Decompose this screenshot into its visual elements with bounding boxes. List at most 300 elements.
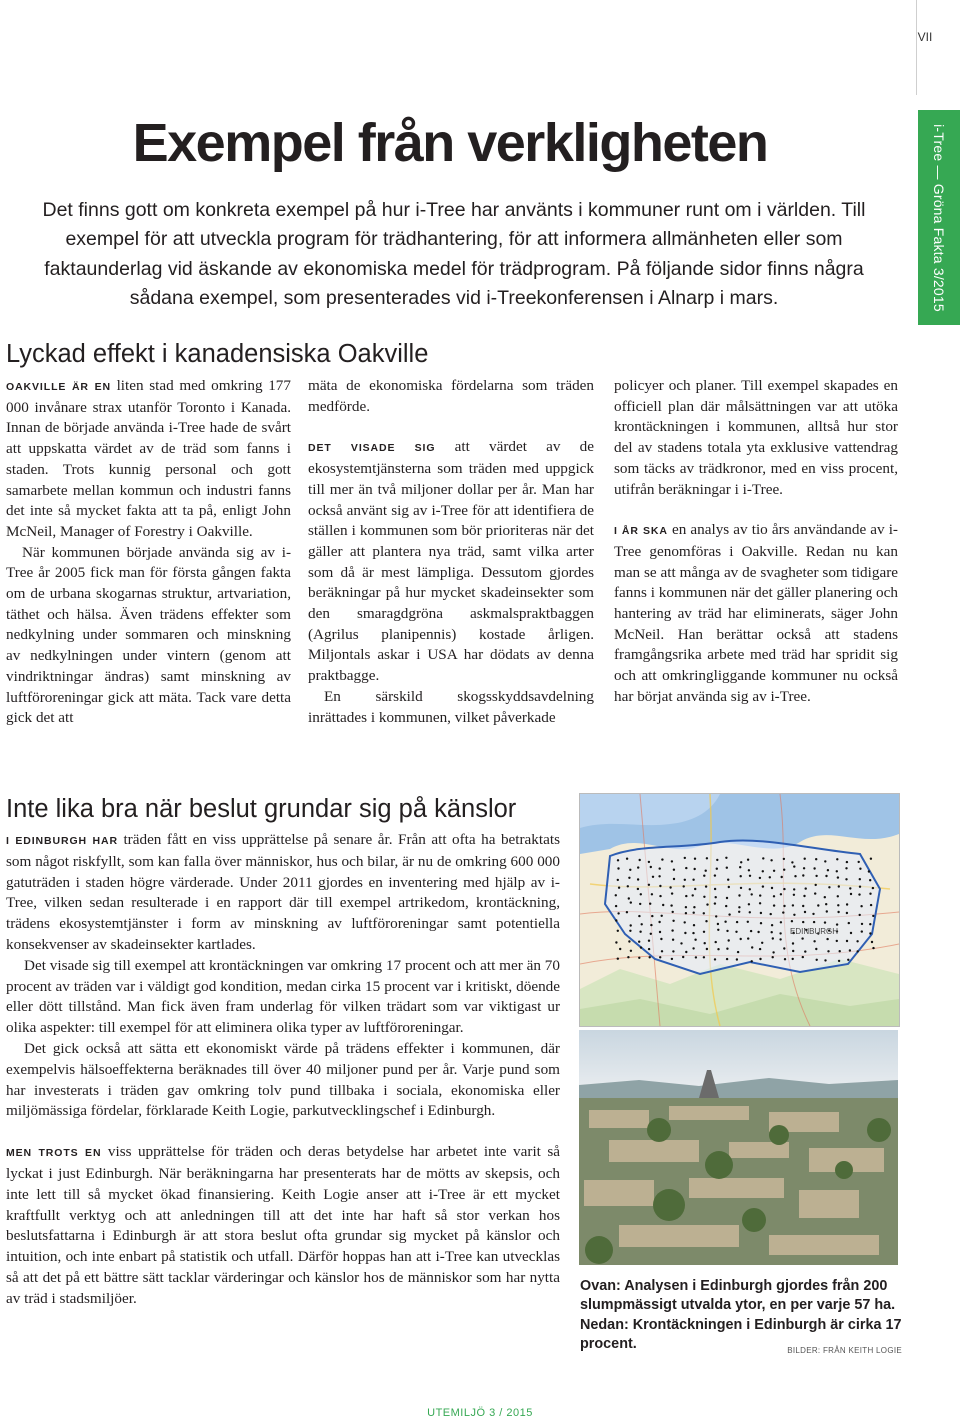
sample-plot-dot: [685, 867, 687, 869]
sample-plot-dot: [685, 951, 687, 953]
sample-plot-dot: [672, 920, 674, 922]
sample-plot-dot: [816, 959, 818, 961]
sample-plot-dot: [692, 932, 694, 934]
sample-plot-dot: [694, 868, 696, 870]
sample-plot-dot: [749, 888, 751, 890]
sample-plot-dot: [782, 911, 784, 913]
sample-plot-dot: [692, 879, 694, 881]
sample-plot-dot: [651, 893, 653, 895]
sample-plot-dot: [846, 861, 848, 863]
sample-plot-dot: [615, 941, 617, 943]
sample-plot-dot: [836, 870, 838, 872]
sample-plot-dot: [826, 938, 828, 940]
sample-plot-dot: [669, 886, 671, 888]
sample-plot-dot: [737, 951, 739, 953]
sample-plot-dot: [725, 857, 727, 859]
sample-plot-dot: [652, 876, 654, 878]
sample-plot-dot: [617, 859, 619, 861]
sample-plot-dot: [671, 958, 673, 960]
sample-plot-dot: [684, 932, 686, 934]
sample-plot-dot: [617, 912, 619, 914]
sample-plot-dot: [859, 878, 861, 880]
sample-plot-dot: [650, 866, 652, 868]
sample-plot-dot: [838, 885, 840, 887]
sample-plot-dot: [837, 911, 839, 913]
sample-plot-dot: [792, 942, 794, 944]
sample-plot-dot: [804, 911, 806, 913]
sample-plot-dot: [747, 859, 749, 861]
sample-plot-dot: [815, 875, 817, 877]
page-number: VII: [917, 30, 933, 44]
sample-plot-dot: [694, 858, 696, 860]
map-illustration: [580, 794, 899, 1026]
sample-plot-dot: [716, 859, 718, 861]
sample-plot-dot: [703, 896, 705, 898]
sample-plot-dot: [738, 911, 740, 913]
sample-plot-dot: [813, 867, 815, 869]
sample-plot-dot: [726, 930, 728, 932]
sample-plot-dot: [771, 931, 773, 933]
sample-plot-dot: [692, 894, 694, 896]
sample-plot-dot: [869, 923, 871, 925]
sample-plot-dot: [792, 958, 794, 960]
sample-plot-dot: [849, 949, 851, 951]
sample-plot-dot: [638, 915, 640, 917]
sample-plot-dot: [735, 931, 737, 933]
sample-plot-dot: [827, 869, 829, 871]
edinburgh-map-image: [579, 793, 900, 1027]
sample-plot-dot: [650, 924, 652, 926]
sample-plot-dot: [693, 924, 695, 926]
sample-plot-dot: [685, 906, 687, 908]
sample-plot-dot: [726, 897, 728, 899]
sample-plot-dot: [780, 893, 782, 895]
sample-plot-dot: [824, 860, 826, 862]
paragraph: policyer och planer. Till exempel skapades en officiell plan där målsättningen var att utöka krontäckningen i kommunen, alltså hur stor del av stadens totala yta exklusive vattendrag som täcks av trädkronor, med en viss procent, utifrån beräkningar i i-Tree.: [614, 377, 898, 498]
sample-plot-dot: [825, 875, 827, 877]
sample-plot-dot: [779, 938, 781, 940]
page-rule: [916, 0, 917, 95]
sample-plot-dot: [814, 892, 816, 894]
sample-plot-dot: [781, 876, 783, 878]
sample-plot-dot: [783, 888, 785, 890]
sample-plot-dot: [703, 956, 705, 958]
sample-plot-dot: [762, 885, 764, 887]
sample-plot-dot: [762, 870, 764, 872]
sample-plot-dot: [628, 940, 630, 942]
sample-plot-dot: [748, 903, 750, 905]
sample-plot-dot: [706, 948, 708, 950]
sample-plot-dot: [671, 860, 673, 862]
side-tab: [918, 110, 960, 325]
paragraph: När kommunen började använda sig av i-Tree år 2005 fick man för första gången fakta om de urbana skogarnas struktur, artvariation, täthet och hälsa. Även trädens effekter som nedkylning under sommaren och minskning av nedkylningen under vintern (genom att vindriktningar ändras) samt minskning av luftföroreningar gick att mäta. Tack vare detta gick det att: [6, 543, 291, 727]
sample-plot-dot: [784, 958, 786, 960]
sample-plot-dot: [759, 958, 761, 960]
side-tab-label: i-Tree — Gröna Fakta 3/2015: [931, 123, 947, 312]
sample-plot-dot: [660, 938, 662, 940]
sample-plot-dot: [715, 941, 717, 943]
paragraph: Det visade sig till exempel att krontäckningen var omkring 17 procent och att mer än 70 procent av träden var i väldigt god kondition, medan cirka 15 procent var i kritiskt, döende eller dött tillstånd. Man fick även fram underlag för vilken trädart som var viktigast ur olika aspekter: till exempel för att eliminera olika typer av luftföroreningar.: [6, 956, 560, 1037]
oakville-column-2: [308, 376, 594, 728]
sample-plot-dot: [629, 869, 631, 871]
sample-plot-dot: [740, 887, 742, 889]
sample-plot-dot: [628, 877, 630, 879]
sample-plot-dot: [703, 912, 705, 914]
sample-plot-dot: [650, 933, 652, 935]
sample-plot-dot: [824, 896, 826, 898]
sample-plot-dot: [760, 912, 762, 914]
paragraph: viss upprättelse för träden och deras betydelse har arbetet inte varit så lyckat i just Edinburgh. När beräkningarna har presenterats har de mötts av skepsis, och inte lett till så mycket ökad finansiering. Keith Logie anser att i-Tree är ett mycket kraftfullt verktyg och att anledningen till att det inte har haft så stor verkan hos beslutsfattarna i Edinburgh är att stora beslut ofta grundar sig mycket på känslor och intuition, och inte enbart på statistik och utfall. Därför hoppas han att i-Tree kan utvecklas så att det på ett bättre sätt tacklar värderingar och känslor hos de människor som har nytta av träd i stadsmiljöer.: [6, 1143, 560, 1307]
sample-plot-dot: [714, 958, 716, 960]
sample-plot-dot: [856, 940, 858, 942]
sample-plot-dot: [857, 950, 859, 952]
sample-plot-dot: [859, 886, 861, 888]
paragraph: en analys av tio års användande av i-Tree genomföras i Oakville. Redan nu kan man se att många av de svagheter som tidigare fanns i kommunen när det gäller planering och hantering av träd har eliminerats, säger John McNeil. Han berättar också att stadens framgångsrika arbete med träd har spridit sig och att omkringliggande kommuner nu också har börjat använda sig av i-Tree.: [614, 521, 898, 705]
sample-plot-dot: [813, 921, 815, 923]
oakville-column-3: [614, 376, 898, 708]
sample-plot-dot: [703, 931, 705, 933]
sample-plot-dot: [747, 937, 749, 939]
sample-plot-dot: [861, 930, 863, 932]
sample-plot-dot: [639, 931, 641, 933]
sample-plot-dot: [661, 858, 663, 860]
sample-plot-dot: [849, 887, 851, 889]
lead-in: MEN TROTS EN: [6, 1147, 102, 1160]
sample-plot-dot: [714, 888, 716, 890]
sample-plot-dot: [868, 870, 870, 872]
map-city-label: EDINBURGH: [790, 927, 839, 936]
sample-plot-dot: [802, 921, 804, 923]
sample-plot-dot: [794, 875, 796, 877]
sample-plot-dot: [869, 879, 871, 881]
sample-plot-dot: [704, 942, 706, 944]
sample-plot-dot: [859, 868, 861, 870]
sample-plot-dot: [771, 924, 773, 926]
sample-plot-dot: [615, 919, 617, 921]
sample-plot-dot: [751, 893, 753, 895]
sample-plot-dot: [672, 939, 674, 941]
oakville-column-1: [6, 376, 291, 729]
sample-plot-dot: [770, 913, 772, 915]
sample-plot-dot: [673, 878, 675, 880]
sample-plot-dot: [618, 887, 620, 889]
sample-plot-dot: [638, 941, 640, 943]
sample-plot-dot: [779, 932, 781, 934]
sample-plot-dot: [725, 905, 727, 907]
sample-plot-dot: [869, 893, 871, 895]
sample-plot-dot: [682, 956, 684, 958]
sample-plot-dot: [802, 905, 804, 907]
intro-text: Det finns gott om konkreta exempel på hur i-Tree har använts i kommuner runt om i världen. Till exempel för att utveckla program för trädhantering, för att informera allmänheten eller som faktaunderlag vid äskande av ekonomiska medel för trädprogram. På följande sidor finns några sådana exempel, som presenterades vid i-Treekonferensen i Alnarp i mars.: [42, 199, 866, 309]
sample-plot-dot: [627, 956, 629, 958]
sample-plot-dot: [780, 921, 782, 923]
sample-plot-dot: [659, 931, 661, 933]
sample-plot-dot: [861, 923, 863, 925]
sample-plot-dot: [773, 904, 775, 906]
sample-plot-dot: [683, 885, 685, 887]
sample-plot-dot: [705, 920, 707, 922]
sample-plot-dot: [791, 861, 793, 863]
sample-plot-dot: [672, 950, 674, 952]
sample-plot-dot: [827, 950, 829, 952]
sample-plot-dot: [629, 930, 631, 932]
sample-plot-dot: [783, 905, 785, 907]
sample-plot-dot: [815, 948, 817, 950]
sample-plot-dot: [858, 861, 860, 863]
sample-plot-dot: [659, 885, 661, 887]
lead-in: DET VISADE SIG: [308, 442, 436, 455]
sample-plot-dot: [659, 895, 661, 897]
sample-plot-dot: [783, 869, 785, 871]
sample-plot-dot: [684, 857, 686, 859]
sample-plot-dot: [626, 911, 628, 913]
sample-plot-dot: [770, 859, 772, 861]
sample-plot-dot: [869, 932, 871, 934]
sample-plot-dot: [762, 857, 764, 859]
sample-plot-dot: [757, 931, 759, 933]
sample-plot-dot: [759, 948, 761, 950]
sample-plot-dot: [871, 941, 873, 943]
sample-plot-dot: [792, 904, 794, 906]
sample-plot-dot: [850, 932, 852, 934]
sample-plot-dot: [670, 904, 672, 906]
sample-plot-dot: [648, 884, 650, 886]
section-edinburgh-heading: Inte lika bra när beslut grundar sig på känslor: [6, 795, 517, 823]
sample-plot-dot: [684, 921, 686, 923]
sample-plot-dot: [714, 874, 716, 876]
paragraph: Det gick också att sätta ett ekonomiskt värde på trädens effekter i kommunen, där exempelvis hälsoeffekterna beräknades till över 40 miljoner pund per år. Varje pund som har investerats i träden gav omkring tolv pund tillbaka i sociala, ekonomiska eller miljömässiga fördelar, förklarade Keith Logie, parkutvecklingschef i Edinburgh.: [6, 1039, 560, 1120]
sample-plot-dot: [872, 947, 874, 949]
sample-plot-dot: [872, 887, 874, 889]
sample-plot-dot: [717, 929, 719, 931]
sample-plot-dot: [772, 951, 774, 953]
sample-plot-dot: [736, 958, 738, 960]
sample-plot-dot: [684, 879, 686, 881]
sample-plot-dot: [617, 930, 619, 932]
paragraph: mäta de ekonomiska fördelarna som träden medförde.: [308, 377, 594, 415]
sample-plot-dot: [837, 895, 839, 897]
sample-plot-dot: [759, 877, 761, 879]
sample-plot-dot: [815, 884, 817, 886]
sample-plot-dot: [693, 912, 695, 914]
lead-in: OAKVILLE ÄR EN: [6, 381, 111, 393]
sample-plot-dot: [671, 892, 673, 894]
sample-plot-dot: [825, 903, 827, 905]
sample-plot-dot: [740, 861, 742, 863]
sample-plot-dot: [749, 875, 751, 877]
sample-plot-dot: [802, 874, 804, 876]
sample-plot-dot: [872, 915, 874, 917]
sample-plot-dot: [783, 858, 785, 860]
sample-plot-dot: [839, 950, 841, 952]
sample-plot-dot: [726, 948, 728, 950]
sample-plot-dot: [769, 876, 771, 878]
sample-plot-dot: [615, 894, 617, 896]
sample-plot-dot: [813, 940, 815, 942]
sample-plot-dot: [792, 950, 794, 952]
sample-plot-dot: [772, 937, 774, 939]
sample-plot-dot: [791, 920, 793, 922]
sample-plot-dot: [858, 893, 860, 895]
sample-plot-dot: [626, 858, 628, 860]
sample-plot-dot: [627, 885, 629, 887]
sample-plot-dot: [845, 878, 847, 880]
image-caption: [580, 1277, 902, 1360]
sample-plot-dot: [728, 939, 730, 941]
section-oakville-heading: Lyckad effekt i kanadensiska Oakville: [6, 340, 429, 368]
sample-plot-dot: [617, 867, 619, 869]
sample-plot-dot: [637, 866, 639, 868]
sample-plot-dot: [836, 858, 838, 860]
edinburgh-text: [6, 830, 560, 1310]
sample-plot-dot: [640, 893, 642, 895]
sample-plot-dot: [717, 923, 719, 925]
sample-plot-dot: [673, 869, 675, 871]
sample-plot-dot: [793, 914, 795, 916]
sample-plot-dot: [706, 903, 708, 905]
sample-plot-dot: [662, 904, 664, 906]
sample-plot-dot: [751, 946, 753, 948]
sample-plot-dot: [739, 866, 741, 868]
sample-plot-dot: [727, 879, 729, 881]
sample-plot-dot: [804, 858, 806, 860]
sample-plot-dot: [772, 956, 774, 958]
sample-plot-dot: [738, 906, 740, 908]
sample-plot-dot: [658, 875, 660, 877]
sample-plot-dot: [836, 940, 838, 942]
sample-plot-dot: [824, 921, 826, 923]
photo-credit: BILDER: FRÅN KEITH LOGIE: [787, 1345, 902, 1355]
sample-plot-dot: [724, 921, 726, 923]
paragraph: träden fått en viss upprättelse på senare år. Från att ofta ha betraktats som något riskfyllt, som kan falla över människor, hus och bilar, är nu de omkring 600 000 gatuträden i staden högre värderade. Under 2011 gjordes en inventering med hjälp av i-Tree, vilken sedan resulterade i en rapport där till exempel artrikedom, krontäckning, trädens ekosystemtjänster i form av minskning av luftföroreningar samt potentiella konsekvenser av skadeinsekter kartlades.: [6, 831, 560, 953]
sample-plot-dot: [705, 885, 707, 887]
sample-plot-dot: [846, 912, 848, 914]
paragraph: att värdet av de ekosystemtjänsterna som träden med uppgick till mer än två miljoner dollar per år. Man har också använt sig av i-Tree för att identifiera de ställen i kommunen som bör prioriteras när det gäller att plantera nya träd, samt vilka arter som då är mest lämpliga. Dessutom gjordes beräkningar på hur mycket skadeinsekter som den smaragdgröna askmalspraktbaggen (Agrilus planipennis) kostade årligen. Miljontals askar i USA har dödats av denna praktbagge.: [308, 438, 594, 685]
sample-plot-dot: [837, 904, 839, 906]
sample-plot-dot: [773, 895, 775, 897]
sample-plot-dot: [740, 875, 742, 877]
sample-plot-dot: [736, 921, 738, 923]
footer: UTEMILJÖ 3 / 2015: [427, 1407, 533, 1419]
sample-plot-dot: [640, 946, 642, 948]
sample-plot-dot: [771, 887, 773, 889]
sample-plot-dot: [717, 948, 719, 950]
sample-plot-dot: [694, 888, 696, 890]
sample-plot-dot: [728, 886, 730, 888]
sample-plot-dot: [630, 901, 632, 903]
sample-plot-dot: [658, 921, 660, 923]
sample-plot-dot: [639, 859, 641, 861]
sample-plot-dot: [812, 913, 814, 915]
sample-plot-dot: [773, 870, 775, 872]
sample-plot-dot: [838, 960, 840, 962]
sample-plot-dot: [649, 903, 651, 905]
sample-plot-dot: [859, 914, 861, 916]
sample-plot-dot: [637, 888, 639, 890]
sample-plot-dot: [793, 865, 795, 867]
photo-illustration: [579, 1030, 898, 1265]
sample-plot-dot: [845, 867, 847, 869]
sample-plot-dot: [728, 913, 730, 915]
sample-plot-dot: [803, 895, 805, 897]
sample-plot-dot: [793, 894, 795, 896]
sample-plot-dot: [628, 897, 630, 899]
sample-plot-dot: [680, 942, 682, 944]
sample-plot-dot: [837, 876, 839, 878]
sample-plot-dot: [637, 878, 639, 880]
sample-plot-dot: [638, 957, 640, 959]
sample-plot-dot: [803, 867, 805, 869]
sample-plot-dot: [759, 894, 761, 896]
sample-plot-dot: [672, 911, 674, 913]
sample-plot-dot: [695, 956, 697, 958]
sample-plot-dot: [801, 937, 803, 939]
sample-plot-dot: [870, 904, 872, 906]
sample-plot-dot: [846, 940, 848, 942]
lead-in: I ÅR SKA: [614, 525, 668, 538]
sample-plot-dot: [870, 858, 872, 860]
sample-plot-dot: [747, 921, 749, 923]
sample-plot-dot: [692, 947, 694, 949]
sample-plot-dot: [661, 950, 663, 952]
sample-plot-dot: [659, 956, 661, 958]
sample-plot-dot: [694, 939, 696, 941]
sample-plot-dot: [649, 956, 651, 958]
sample-plot-dot: [750, 930, 752, 932]
sample-plot-dot: [749, 911, 751, 913]
sample-plot-dot: [671, 929, 673, 931]
sample-plot-dot: [793, 888, 795, 890]
sample-plot-dot: [639, 903, 641, 905]
sample-plot-dot: [805, 887, 807, 889]
page-title: Exempel från verkligheten: [132, 113, 768, 173]
sample-plot-dot: [760, 922, 762, 924]
sample-plot-dot: [715, 915, 717, 917]
sample-plot-dot: [740, 938, 742, 940]
sample-plot-dot: [846, 903, 848, 905]
sample-plot-dot: [630, 950, 632, 952]
paragraph: En särskild skogsskyddsavdelning inrättades i kommunen, vilket påverkade: [308, 687, 594, 726]
sample-plot-dot: [630, 924, 632, 926]
sample-plot-dot: [685, 912, 687, 914]
sample-plot-dot: [706, 857, 708, 859]
sample-plot-dot: [714, 902, 716, 904]
sample-plot-dot: [615, 905, 617, 907]
sample-plot-dot: [705, 870, 707, 872]
sample-plot-dot: [817, 904, 819, 906]
sample-plot-dot: [824, 959, 826, 961]
edinburgh-aerial-photo: [579, 1030, 898, 1265]
sample-plot-dot: [748, 869, 750, 871]
sample-plot-dot: [804, 950, 806, 952]
sample-plot-dot: [836, 923, 838, 925]
sample-plot-dot: [826, 910, 828, 912]
sample-plot-dot: [828, 886, 830, 888]
sample-plot-dot: [726, 867, 728, 869]
sample-plot-dot: [693, 906, 695, 908]
sample-plot-dot: [751, 960, 753, 962]
lead-in: I EDINBURGH HAR: [6, 835, 118, 847]
sample-plot-dot: [848, 922, 850, 924]
sample-plot-dot: [815, 858, 817, 860]
sample-plot-dot: [726, 958, 728, 960]
sample-plot-dot: [716, 868, 718, 870]
sample-plot-dot: [703, 875, 705, 877]
sample-plot-dot: [738, 894, 740, 896]
sample-plot-dot: [617, 958, 619, 960]
sample-plot-dot: [659, 867, 661, 869]
sample-plot-dot: [641, 923, 643, 925]
